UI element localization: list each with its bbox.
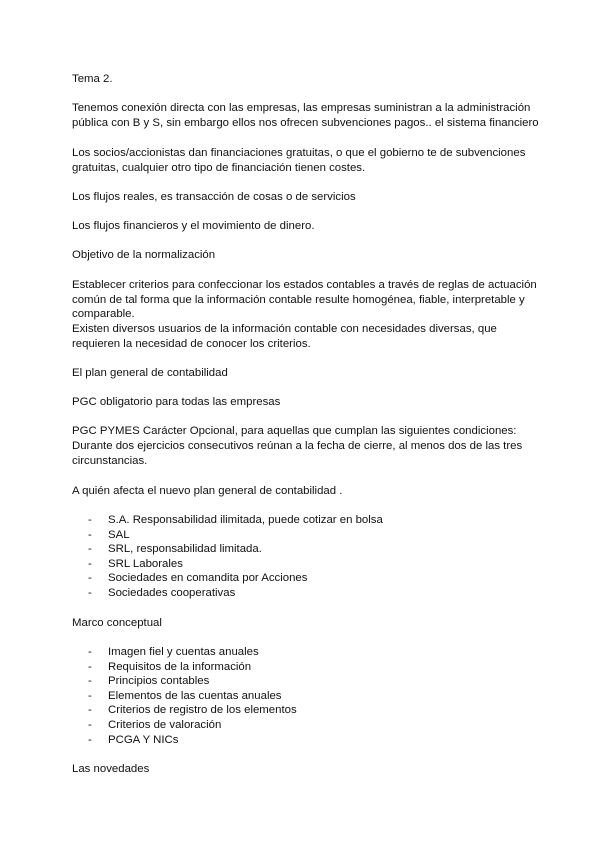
list-item-text: Requisitos de la información — [108, 660, 252, 673]
bullet-dash: - — [88, 660, 92, 673]
list-item — [0, 586, 600, 601]
paragraph-establecer-criterios: Establecer criterios para confeccionar los estados contables a través de reglas de actuación común de tal forma que la información contable resulte homogénea, fiable, interpretable y comparable. — [72, 279, 537, 321]
section-plan-general: El plan general de contabilidad — [72, 367, 228, 379]
list-item-text: Sociedades en comandita por Acciones — [108, 572, 308, 585]
bullet-dash: - — [88, 586, 92, 599]
list-item-text: Criterios de valoración — [108, 718, 222, 731]
bullet-dash: - — [88, 718, 92, 731]
list-item-text: SRL, responsabilidad limitada. — [108, 543, 262, 556]
paragraph-flujos-financieros: Los flujos financieros y el movimiento de dinero. — [72, 220, 315, 232]
list-item — [0, 542, 600, 557]
bullet-dash: - — [88, 689, 92, 702]
list-item — [0, 645, 600, 660]
list-item — [0, 660, 600, 675]
list-item-text: Elementos de las cuentas anuales — [108, 689, 282, 702]
bullet-dash: - — [88, 733, 92, 746]
paragraph-usuarios: Existen diversos usuarios de la información contable con necesidades diversas, que requieren la necesidad de conocer los criterios. — [72, 323, 497, 350]
list-item — [0, 718, 600, 733]
paragraph-conexion: Tenemos conexión directa con las empresas, las empresas suministran a la administración pública con B y S, sin embargo ellos nos ofrecen subvenciones pagos.. el sistema financiero — [72, 102, 539, 129]
list-item — [0, 571, 600, 586]
bullet-dash: - — [88, 528, 92, 541]
bullet-dash: - — [88, 675, 92, 688]
section-marco-conceptual: Marco conceptual — [72, 617, 162, 629]
bullet-dash: - — [88, 646, 92, 658]
paragraph-financiaciones: Los socios/accionistas dan financiaciones gratuitas, o que el gobierno te de subvenciones gratuitas, cualquier otro tipo de financiación tienen costes. — [72, 147, 526, 174]
list-item — [0, 513, 600, 528]
list-item-text: SAL — [108, 528, 130, 541]
list-item — [0, 674, 600, 689]
paragraph-flujos-reales: Los flujos reales, es transacción de cosas o de servicios — [72, 191, 356, 203]
paragraph-ejercicios: Durante dos ejercicios consecutivos reúnan a la fecha de cierre, al menos dos de las tres circunstancias. — [72, 440, 523, 467]
section-objetivo: Objetivo de la normalización — [72, 249, 216, 261]
list-item-text: SRL Laborales — [108, 557, 183, 570]
list-item — [0, 557, 600, 572]
list-item-text: Imagen fiel y cuentas anuales — [108, 646, 259, 658]
list-sociedades — [0, 513, 600, 601]
paragraph-pgc-obligatorio: PGC obligatorio para todas las empresas — [72, 396, 281, 408]
list-item — [0, 689, 600, 704]
bullet-dash: - — [88, 514, 92, 526]
list-item — [0, 528, 600, 543]
bullet-dash: - — [88, 704, 92, 717]
paragraph-pgc-pymes: PGC PYMES Carácter Opcional, para aquellas que cumplan las siguientes condiciones: — [72, 425, 517, 437]
list-item-text: Criterios de registro de los elementos — [108, 704, 297, 717]
section-novedades: Las novedades — [72, 763, 150, 775]
list-item-text: Principios contables — [108, 675, 210, 688]
section-a-quien-afecta: A quién afecta el nuevo plan general de contabilidad . — [72, 485, 343, 497]
list-item-text: PCGA Y NICs — [108, 733, 179, 746]
list-item-text: Sociedades cooperativas — [108, 586, 236, 599]
bullet-dash: - — [88, 543, 92, 556]
list-item — [0, 703, 600, 718]
bullet-dash: - — [88, 572, 92, 585]
list-item-text: S.A. Responsabilidad ilimitada, puede cotizar en bolsa — [108, 514, 383, 526]
list-marco-conceptual — [0, 645, 600, 747]
list-item — [0, 733, 600, 748]
page-title: Tema 2. — [72, 73, 113, 85]
bullet-dash: - — [88, 557, 92, 570]
